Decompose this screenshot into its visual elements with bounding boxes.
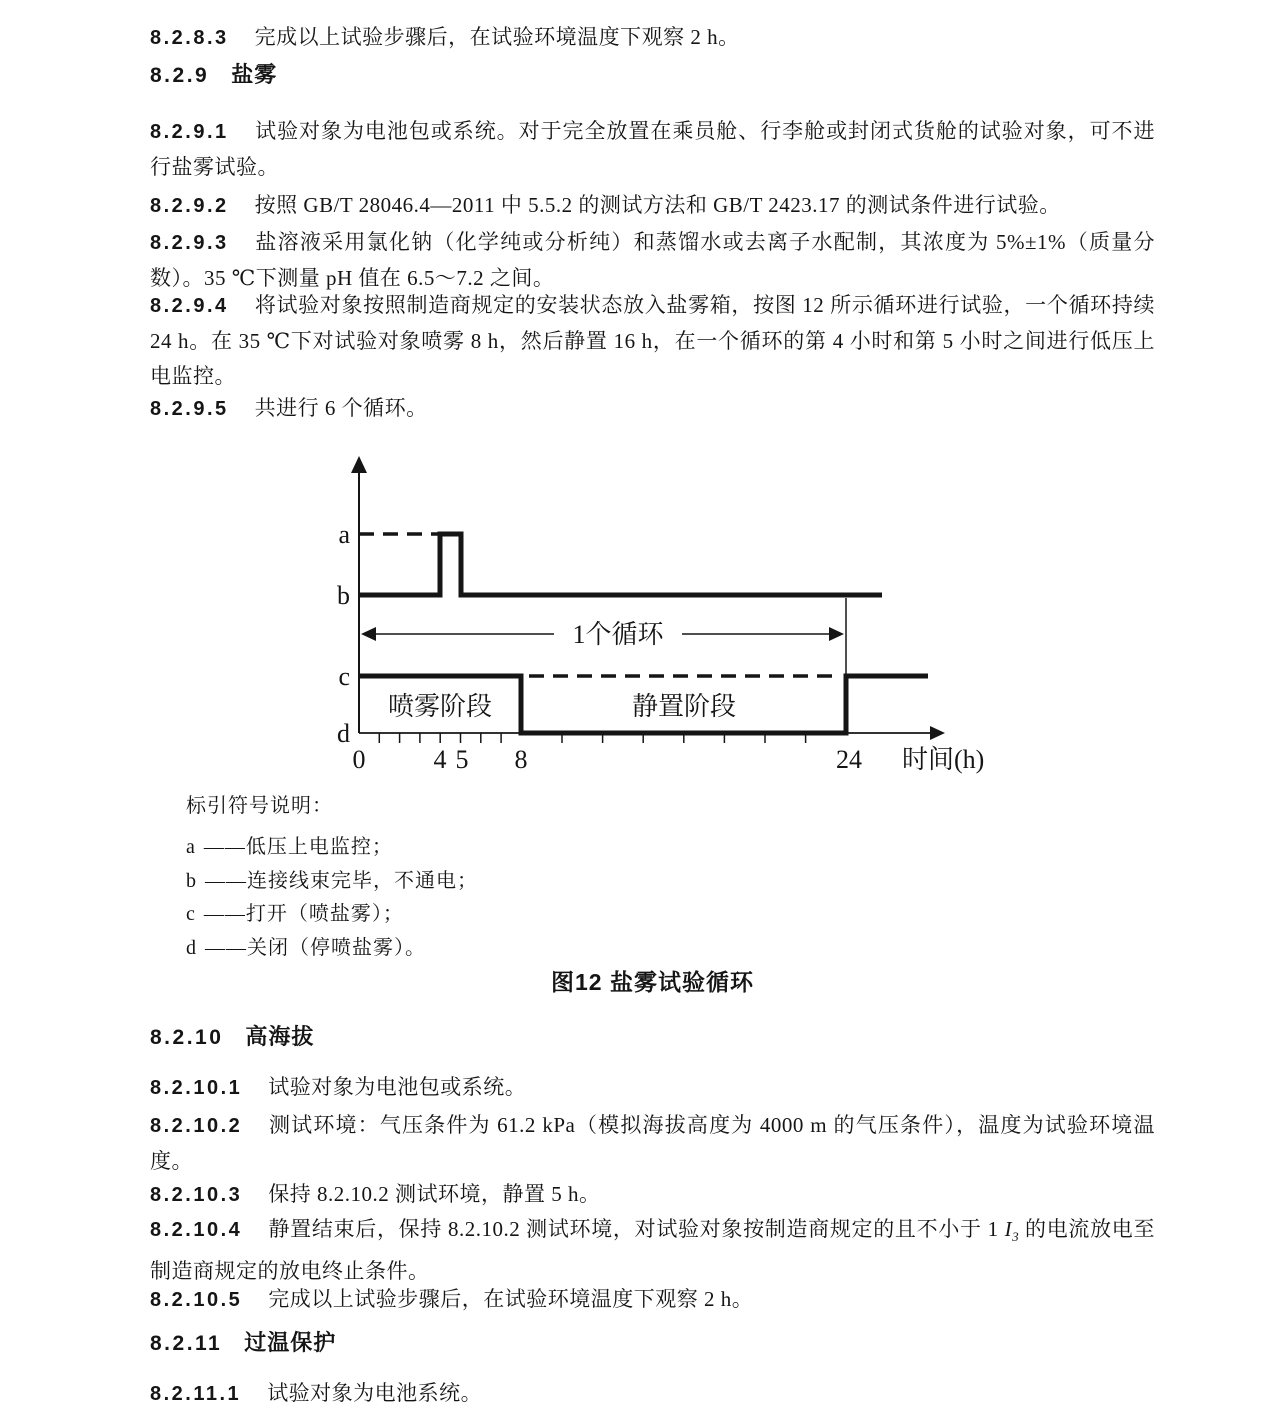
heading-number: 8.2.11 [150,1332,223,1355]
legend-item-a [186,831,886,865]
clause-text-after: 的电流放电至制造商规定的放电终止条件。 [150,1217,1155,1284]
clause-number: 8.2.10.3 [150,1184,243,1206]
clause-text: 盐溶液采用氯化钠（化学纯或分析纯）和蒸馏水或去离子水配制，其浓度为 5%±1%（质量分数）。35 ℃下测量 pH 值在 6.5～7.2 之间。 [150,230,1155,290]
heading-title: 盐雾 [231,62,278,87]
legend-desc: ——打开（喷盐雾）； [203,903,404,925]
figure-12-salt-spray-cycle-diagram [330,450,1020,790]
y-label-a: a [338,520,350,549]
clause-8-2-8-3 [150,20,1155,56]
clause-number: 8.2.9.2 [150,195,229,217]
clause-text: 完成以上试验步骤后，在试验环境温度下观察 2 h。 [254,25,740,49]
y-label-b: b [337,581,350,610]
clause-number: 8.2.10.5 [150,1289,243,1311]
signal-b-line [359,534,882,595]
clause-8-2-9-1 [150,114,1155,185]
heading-8-2-9 [150,62,1155,89]
current-symbol-I3: $I_3$ [1004,1217,1020,1245]
legend-desc: ——连接线束完毕，不通电； [205,869,478,892]
legend-item-b [186,865,886,899]
cycle-label: 1个循环 [572,620,664,649]
cycle-arrow-left-head-icon [361,627,376,641]
x-tick-8: 8 [514,745,528,774]
clause-number: 8.2.10.1 [150,1077,243,1099]
clause-number: 8.2.9.1 [150,121,229,143]
clause-8-2-10-4 [150,1212,1155,1289]
x-axis-title: 时间(h) [902,745,985,774]
y-label-d: d [337,719,350,748]
clause-text: 共进行 6 个循环。 [254,396,428,420]
clause-number: 8.2.10.2 [150,1115,243,1137]
clause-8-2-9-3 [150,225,1155,296]
legend-key: b [186,869,197,892]
legend-item-c [186,898,886,932]
legend-title: 标引符号说明： [186,795,333,817]
legend-key: a [186,836,196,858]
heading-number: 8.2.10 [150,1026,224,1049]
clause-8-2-10-3 [150,1177,1155,1213]
salt-spray-cycle-chart [330,450,1020,790]
heading-title: 高海拔 [245,1024,315,1049]
clause-8-2-10-2 [150,1108,1155,1179]
x-tick-24: 24 [836,745,862,774]
clause-text: 试验对象为电池包或系统。对于完全放置在乘员舱、行李舱或封闭式货舱的试验对象，可不进行盐雾试验。 [150,119,1155,179]
legend-desc: ——低压上电监控； [203,836,393,858]
x-tick-0: 0 [352,745,366,774]
legend-desc: ——关闭（停喷盐雾）。 [205,936,426,959]
legend-item-d [186,932,886,966]
clause-number: 8.2.9.3 [150,232,229,254]
clause-text: 按照 GB/T 28046.4—2011 中 5.5.2 的测试方法和 GB/T 2423.17 的测试条件进行试验。 [254,193,1061,217]
clause-text: 完成以上试验步骤后，在试验环境温度下观察 2 h。 [268,1287,754,1311]
clause-8-2-9-4 [150,288,1155,394]
figure-legend [186,789,886,965]
clause-number: 8.2.9.4 [150,295,229,317]
clause-8-2-9-5 [150,391,1155,427]
figure-caption: 图12 盐雾试验循环 [551,969,754,995]
clause-number: 8.2.10.4 [150,1219,243,1241]
clause-text: 试验对象为电池包或系统。 [268,1075,527,1099]
clause-8-2-10-5 [150,1282,1155,1318]
clause-text: 将试验对象按照制造商规定的安装状态放入盐雾箱，按图 12 所示循环进行试验，一个循环持续 24 h。在 35 ℃下对试验对象喷雾 8 h，然后静置 16 h，在一个循环的第 4 小时和第 5 小时之间进行低压上电监控。 [150,293,1155,388]
clause-8-2-10-1 [150,1070,1155,1106]
clause-8-2-11-1 [150,1376,1155,1412]
x-tick-4: 4 [433,745,447,774]
clause-text: 测试环境：气压条件为 61.2 kPa（模拟海拔高度为 4000 m 的气压条件），温度为试验环境温度。 [150,1113,1155,1173]
spray-phase-label: 喷雾阶段 [387,692,493,721]
clause-text: 保持 8.2.10.2 测试环境，静置 5 h。 [268,1182,601,1206]
heading-8-2-11 [150,1330,1155,1357]
legend-key: c [186,903,196,925]
clause-text-before: 静置结束后，保持 8.2.10.2 测试环境，对试验对象按制造商规定的且不小于 1 [268,1217,1005,1241]
x-tick-5: 5 [455,745,469,774]
clause-text: 试验对象为电池系统。 [267,1381,483,1405]
rest-phase-label: 静置阶段 [631,692,737,721]
heading-8-2-10 [150,1024,1155,1051]
clause-number: 8.2.8.3 [150,27,229,49]
y-label-c: c [338,662,350,691]
clause-8-2-9-2 [150,188,1155,224]
clause-number: 8.2.9.5 [150,398,229,420]
cycle-arrow-right-head-icon [829,627,844,641]
x-axis-arrowhead-icon [930,726,945,740]
legend-key: d [186,936,197,959]
heading-number: 8.2.9 [150,64,210,87]
clause-number: 8.2.11.1 [150,1383,242,1405]
y-axis-arrowhead-icon [351,456,367,473]
heading-title: 过温保护 [244,1330,337,1355]
